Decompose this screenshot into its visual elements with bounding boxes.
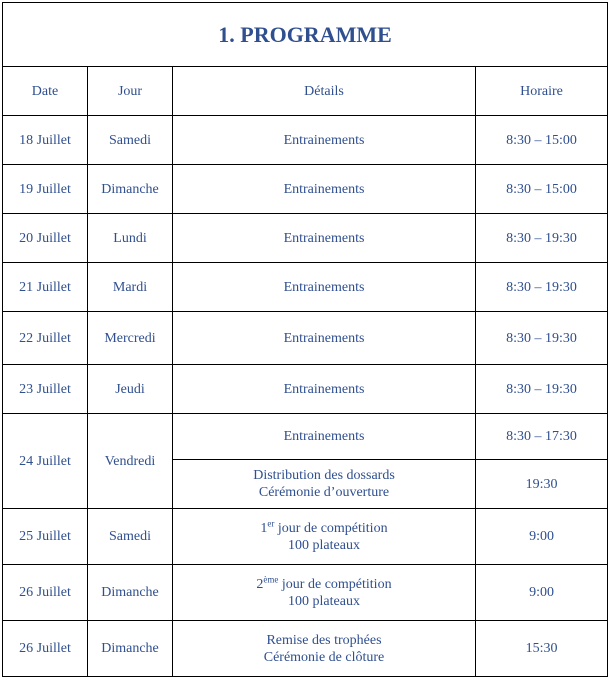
- cell-jour: Samedi: [88, 509, 173, 565]
- cell-details: [173, 509, 476, 565]
- cell-details: Entrainements: [173, 263, 476, 312]
- ordinal-suffix: ème: [263, 573, 279, 584]
- cell-details: Entrainements: [173, 312, 476, 365]
- ordinal-number: 2: [256, 576, 264, 592]
- cell-date: 26 Juillet: [3, 565, 88, 621]
- details-text: jour de compétition: [274, 520, 388, 536]
- programme-sheet: [2, 2, 607, 687]
- details-line: 100 plateaux: [288, 593, 360, 609]
- cell-jour: Mercredi: [88, 312, 173, 365]
- cell-date: 20 Juillet: [3, 214, 88, 263]
- cell-horaire: 8:30 – 19:30: [476, 263, 608, 312]
- cell-horaire: 8:30 – 15:00: [476, 165, 608, 214]
- cell-horaire: 8:30 – 19:30: [476, 214, 608, 263]
- cell-details: Entrainements: [173, 165, 476, 214]
- details-line: 100 plateaux: [288, 537, 360, 553]
- table-row: [3, 565, 608, 621]
- cell-date: 26 Juillet: [3, 621, 88, 677]
- cell-horaire: 9:00: [476, 565, 608, 621]
- table-row: [3, 365, 608, 414]
- ordinal-suffix: er: [267, 517, 275, 528]
- cell-horaire: 19:30: [476, 460, 608, 509]
- table-row: [3, 621, 608, 677]
- cell-horaire: 9:00: [476, 509, 608, 565]
- cell-horaire: 8:30 – 15:00: [476, 116, 608, 165]
- page-title: 1. PROGRAMME: [3, 3, 608, 67]
- cell-jour: Mardi: [88, 263, 173, 312]
- details-line: Distribution des dossards: [253, 468, 395, 483]
- cell-details: [173, 460, 476, 509]
- cell-date: 23 Juillet: [3, 365, 88, 414]
- header-details: Détails: [173, 67, 476, 116]
- table-row: [3, 165, 608, 214]
- ordinal-number: 1: [260, 520, 268, 536]
- table-row: [3, 312, 608, 365]
- cell-jour: Dimanche: [88, 621, 173, 677]
- cell-jour: Dimanche: [88, 565, 173, 621]
- table-row: [3, 263, 608, 312]
- cell-horaire: 8:30 – 19:30: [476, 365, 608, 414]
- cell-details: [173, 565, 476, 621]
- cell-horaire: 8:30 – 17:30: [476, 414, 608, 460]
- table-row: [3, 509, 608, 565]
- programme-table: [2, 2, 608, 677]
- details-line: [177, 517, 471, 537]
- table-row: [3, 214, 608, 263]
- cell-details: Entrainements: [173, 214, 476, 263]
- cell-jour: Vendredi: [88, 414, 173, 509]
- details-line: [177, 573, 471, 593]
- cell-date: 24 Juillet: [3, 414, 88, 509]
- cell-date: 18 Juillet: [3, 116, 88, 165]
- details-text: jour de compétition: [278, 576, 392, 592]
- cell-details: [173, 621, 476, 677]
- cell-jour: Jeudi: [88, 365, 173, 414]
- cell-horaire: 15:30: [476, 621, 608, 677]
- cell-date: 19 Juillet: [3, 165, 88, 214]
- details-line: Remise des trophées: [266, 632, 382, 648]
- details-line: Cérémonie de clôture: [263, 649, 385, 665]
- header-date: Date: [3, 67, 88, 116]
- header-row: [3, 67, 608, 116]
- cell-date: 22 Juillet: [3, 312, 88, 365]
- details-line: Cérémonie d’ouverture: [258, 485, 390, 500]
- header-horaire: Horaire: [476, 67, 608, 116]
- table-row: [3, 116, 608, 165]
- cell-date: 21 Juillet: [3, 263, 88, 312]
- cell-details: Entrainements: [173, 365, 476, 414]
- table-row: [3, 414, 608, 460]
- cell-jour: Lundi: [88, 214, 173, 263]
- cell-horaire: 8:30 – 19:30: [476, 312, 608, 365]
- cell-jour: Dimanche: [88, 165, 173, 214]
- cell-details: Entrainements: [173, 116, 476, 165]
- header-jour: Jour: [88, 67, 173, 116]
- cell-jour: Samedi: [88, 116, 173, 165]
- cell-date: 25 Juillet: [3, 509, 88, 565]
- cell-details: Entrainements: [173, 414, 476, 460]
